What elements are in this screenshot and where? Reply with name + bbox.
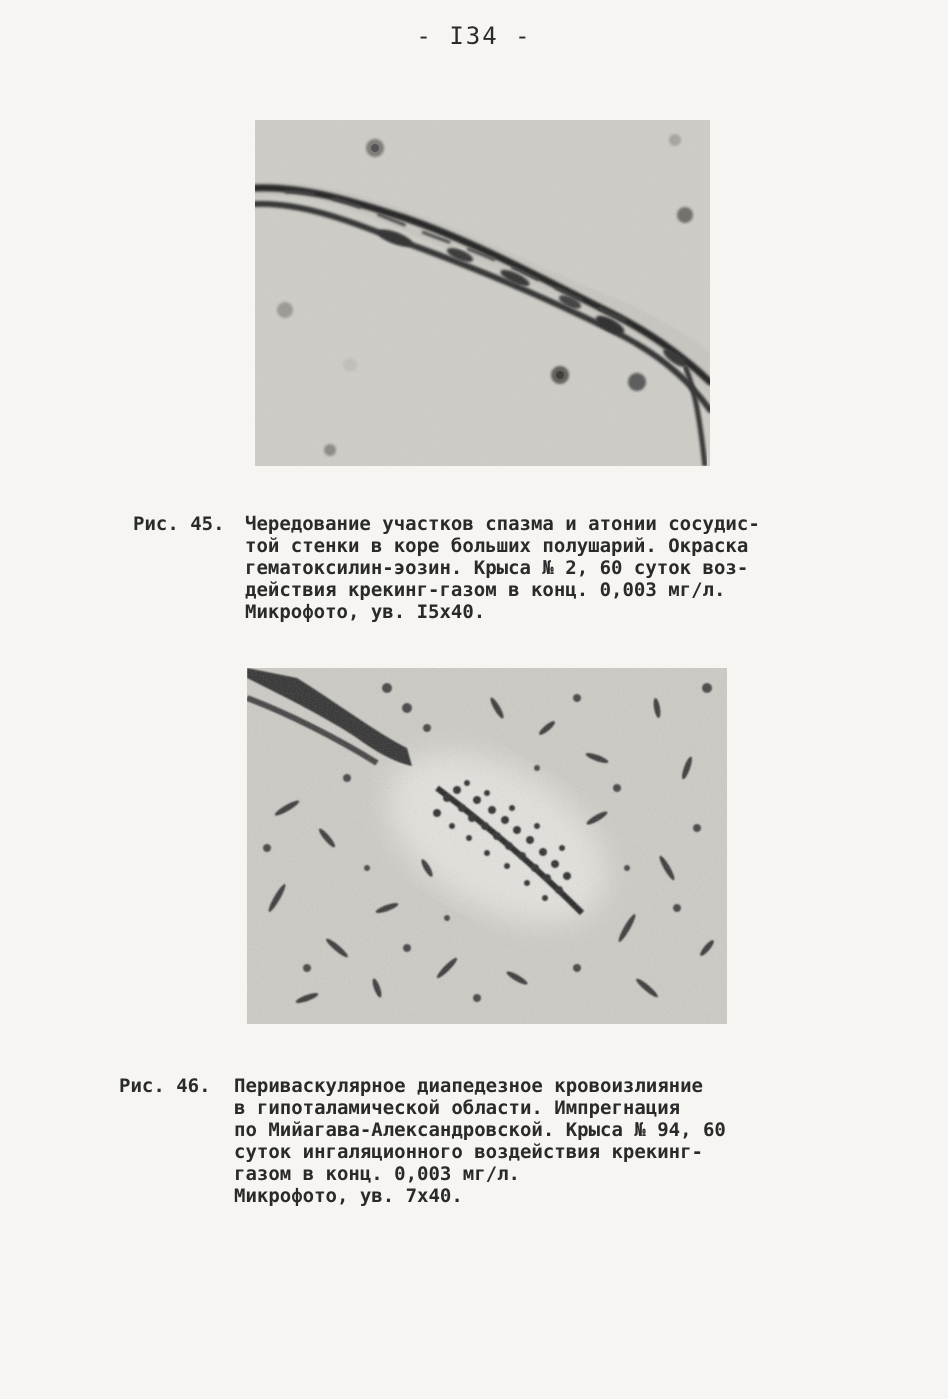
caption-line: Микрофото, ув. I5х40. xyxy=(245,601,486,623)
figure-46-label: Рис. 46. xyxy=(119,1075,211,1097)
page-number: - I34 - xyxy=(416,22,532,50)
caption-line: гематоксилин-эозин. Крыса № 2, 60 суток воз- xyxy=(245,557,749,579)
figure-45-caption xyxy=(133,513,833,628)
caption-line: действия крекинг-газом в конц. 0,003 мг/л. xyxy=(245,579,726,601)
figure-45-label: Рис. 45. xyxy=(133,513,225,535)
figure-46-caption-text xyxy=(234,1075,726,1207)
micrograph-figure-45 xyxy=(255,120,710,466)
caption-line: Периваскулярное диапедезное кровоизлияние xyxy=(234,1075,703,1097)
caption-line: той стенки в коре больших полушарий. Окраска xyxy=(245,535,749,557)
figure-45-caption-text xyxy=(245,513,760,623)
micrograph-figure-46 xyxy=(247,668,727,1024)
caption-line: суток ингаляционного воздействия крекинг- xyxy=(234,1141,703,1163)
caption-line: Чередование участков спазма и атонии сосудис- xyxy=(245,513,760,535)
caption-line: по Мийагава-Александровской. Крыса № 94, 60 xyxy=(234,1119,726,1141)
figure-46-caption xyxy=(119,1075,799,1205)
caption-line: газом в конц. 0,003 мг/л. xyxy=(234,1163,520,1185)
caption-line: в гипоталамической области. Импрегнация xyxy=(234,1097,681,1119)
caption-line: Микрофото, ув. 7х40. xyxy=(234,1185,463,1207)
